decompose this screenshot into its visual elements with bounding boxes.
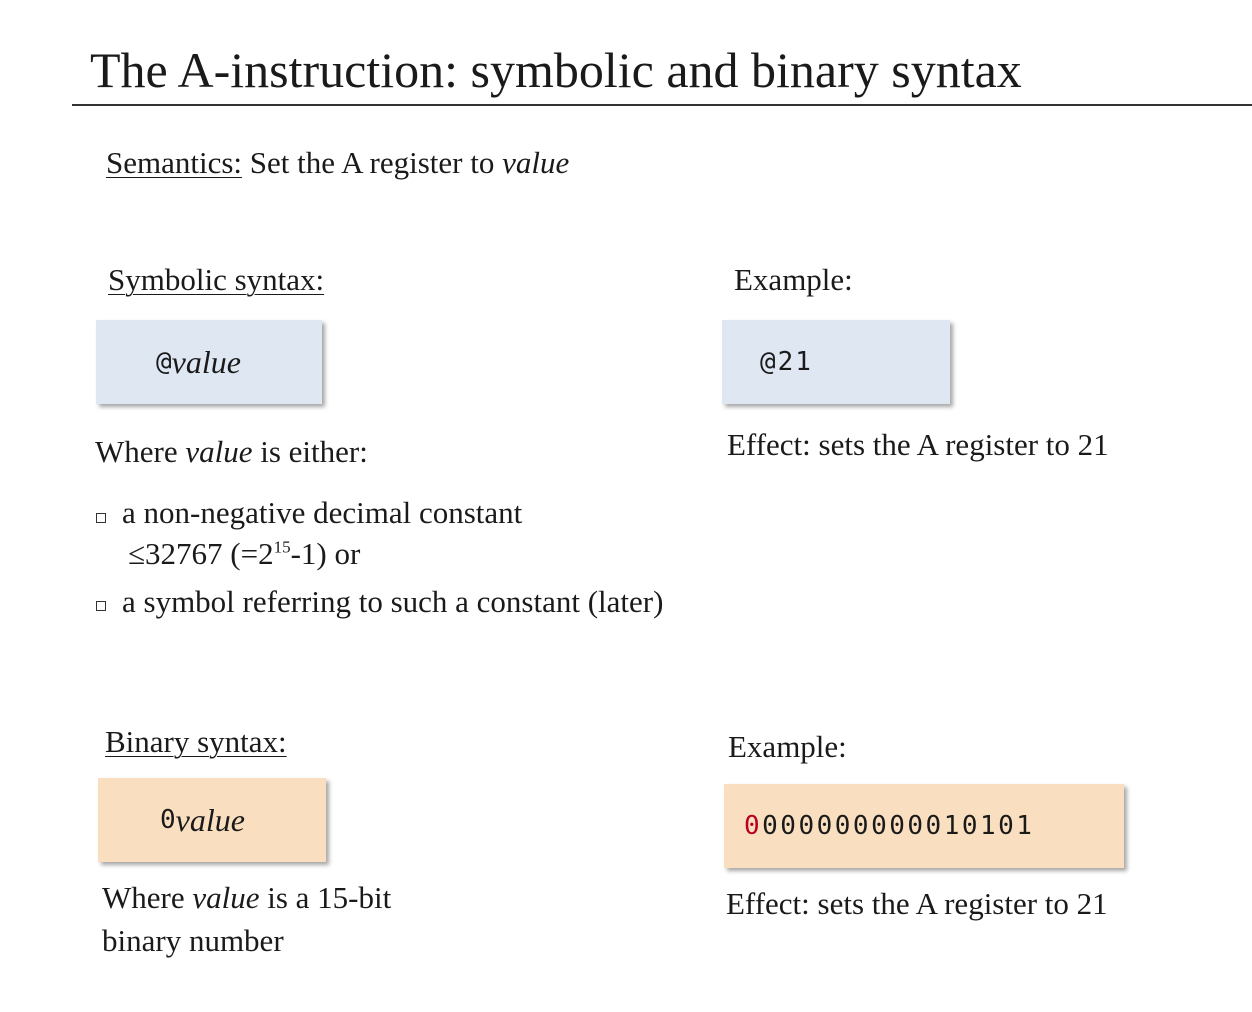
opcode-zero: 0 <box>160 805 176 835</box>
binary-example-value-bits: 000000000010101 <box>762 811 1035 841</box>
title-divider <box>72 104 1252 106</box>
binary-syntax-box <box>98 778 326 862</box>
binary-where-suffix: is a 15-bit <box>267 880 392 915</box>
max-constant-tail: -1) or <box>290 536 361 571</box>
binary-syntax-label: Binary syntax: <box>105 724 287 759</box>
page-title: The A-instruction: symbolic and binary syntax <box>90 42 1022 98</box>
binary-value-word: value <box>175 801 245 838</box>
semantics-label: Semantics: <box>106 145 243 180</box>
bullet-1-line-2 <box>128 534 360 574</box>
hollow-square-bullet-icon <box>96 513 106 523</box>
less-equal-sign: ≤ <box>128 536 146 571</box>
symbolic-syntax-label: Symbolic syntax: <box>108 262 325 297</box>
bullet-2: a symbol referring to such a constant (later) <box>122 584 664 619</box>
where-prefix: Where <box>95 434 178 469</box>
bullet-1-line-1: a non-negative decimal constant <box>122 495 523 530</box>
symbolic-syntax-box <box>96 320 322 404</box>
binary-where-line-2: binary number <box>102 923 284 958</box>
hollow-square-bullet-icon <box>96 601 106 611</box>
symbolic-effect: Effect: sets the A register to 21 <box>727 427 1109 462</box>
max-constant: 32767 (=2 <box>145 536 274 571</box>
exponent: 15 <box>273 537 291 557</box>
symbolic-where-line <box>95 432 368 472</box>
binary-effect: Effect: sets the A register to 21 <box>726 886 1108 921</box>
binary-where-value-word: value <box>192 880 260 915</box>
where-value-word: value <box>185 434 253 469</box>
semantics-text: Set the A register to <box>249 145 495 180</box>
symbolic-example-box <box>722 320 950 404</box>
semantics-line <box>106 143 569 183</box>
binary-where-prefix: Where <box>102 880 185 915</box>
symbolic-example-label: Example: <box>734 262 853 297</box>
symbolic-value-word: value <box>171 343 241 380</box>
binary-where-line-1 <box>102 878 391 918</box>
binary-example-box <box>724 784 1124 868</box>
binary-example-opcode-bit: 0 <box>744 811 763 841</box>
symbolic-example-code: @21 <box>760 347 813 377</box>
where-suffix: is either: <box>260 434 368 469</box>
at-sign: @ <box>156 347 172 377</box>
semantics-value-word: value <box>502 145 570 180</box>
binary-example-label: Example: <box>728 729 847 764</box>
